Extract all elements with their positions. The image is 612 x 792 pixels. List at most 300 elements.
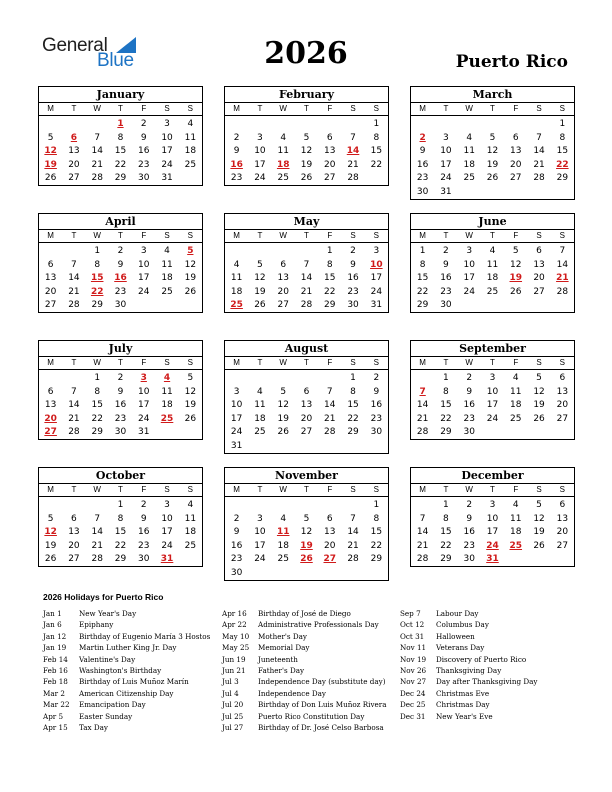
day-cell: 20 <box>556 400 569 411</box>
holiday-row <box>43 699 210 710</box>
day-cell: 4 <box>512 500 519 510</box>
holiday-row <box>400 654 537 665</box>
day-cell: 25 <box>254 427 266 438</box>
day-cell: 11 <box>510 386 522 397</box>
day-empty <box>411 372 434 386</box>
day-cell: 15 <box>556 146 569 157</box>
holidays-title: 2026 Holidays for Puerto Rico <box>43 592 164 602</box>
day-cell: 24 <box>230 427 243 438</box>
weekday-label: M <box>233 485 240 494</box>
day-grid <box>411 116 574 200</box>
day-cell: 2 <box>140 500 147 510</box>
weekday-label: S <box>350 485 356 494</box>
day-cell: 3 <box>489 500 496 510</box>
day-cell: 30 <box>230 567 243 578</box>
day-cell: 23 <box>463 413 475 424</box>
day-empty <box>318 118 341 132</box>
day-cell: 30 <box>370 427 383 438</box>
brand-name-blue: Blue <box>97 50 134 71</box>
day-cell: 13 <box>533 259 545 270</box>
weekday-header <box>225 484 388 497</box>
day-cell: 27 <box>533 286 545 297</box>
day-cell: 8 <box>443 386 449 397</box>
month-february <box>224 86 389 186</box>
day-cell: 20 <box>44 286 57 297</box>
holiday-name: Birthday of Luis Muñoz Marín <box>79 677 189 687</box>
weekday-header <box>225 357 388 370</box>
day-cell: 19 <box>533 400 545 411</box>
day-cell: 18 <box>161 400 173 411</box>
day-cell: 18 <box>277 540 289 551</box>
day-cell: 12 <box>533 386 545 397</box>
day-cell: 5 <box>47 513 54 524</box>
day-cell-holiday: 25 <box>509 540 523 551</box>
weekday-label: T <box>257 231 263 240</box>
holiday-row <box>222 619 386 630</box>
weekday-label: S <box>164 104 170 113</box>
day-empty <box>295 372 318 386</box>
day-cell: 16 <box>416 159 429 170</box>
day-empty <box>248 372 271 386</box>
holiday-name: Birthday of Eugenio María 3 Hostos <box>79 631 211 641</box>
day-cell: 30 <box>463 427 475 438</box>
day-cell: 20 <box>533 273 545 284</box>
holiday-name: Juneteenth <box>258 654 298 664</box>
day-cell: 23 <box>138 159 150 170</box>
day-grid <box>39 497 202 567</box>
weekday-label: F <box>513 104 519 113</box>
day-cell: 17 <box>254 540 266 551</box>
day-cell: 11 <box>463 146 475 157</box>
day-cell: 5 <box>536 500 542 510</box>
day-cell: 26 <box>533 413 545 424</box>
weekday-label: M <box>47 485 54 494</box>
day-cell: 22 <box>324 286 336 297</box>
day-cell: 2 <box>233 513 240 524</box>
holiday-date: Feb 16 <box>43 665 68 675</box>
holiday-name: Martin Luther King Jr. Day <box>79 643 177 653</box>
day-cell: 10 <box>138 259 150 270</box>
day-empty <box>272 245 295 259</box>
day-cell-holiday: 31 <box>160 554 174 565</box>
day-empty <box>318 372 341 386</box>
day-cell: 21 <box>347 540 359 551</box>
day-cell: 18 <box>510 527 522 538</box>
day-cell-holiday: 20 <box>44 413 57 424</box>
day-cell: 25 <box>486 286 499 297</box>
weekday-label: M <box>233 104 240 113</box>
day-cell-holiday: 10 <box>370 259 383 270</box>
day-cell: 15 <box>324 273 336 284</box>
weekday-label: S <box>536 104 542 113</box>
day-cell: 19 <box>533 527 545 538</box>
day-cell-holiday: 3 <box>140 373 147 383</box>
day-cell: 8 <box>559 132 566 143</box>
holiday-date: Sep 7 <box>400 609 421 618</box>
day-empty <box>411 499 434 513</box>
day-cell: 12 <box>254 273 266 284</box>
day-cell: 4 <box>512 373 519 383</box>
day-cell: 15 <box>347 400 359 411</box>
month-title: March <box>411 87 574 103</box>
month-title: February <box>225 87 388 103</box>
day-cell: 23 <box>114 286 127 297</box>
day-cell: 29 <box>91 427 103 438</box>
holiday-name: Mother's Day <box>258 631 307 641</box>
day-grid <box>411 243 574 313</box>
month-title: November <box>225 468 388 484</box>
holiday-row <box>400 642 537 653</box>
day-cell: 10 <box>161 132 173 143</box>
day-cell: 27 <box>556 413 569 424</box>
day-cell: 30 <box>416 186 429 197</box>
holiday-row <box>43 665 210 676</box>
day-cell-holiday: 6 <box>70 132 78 143</box>
day-cell: 17 <box>440 159 452 170</box>
day-cell: 10 <box>463 259 475 270</box>
day-cell-holiday: 22 <box>556 159 569 170</box>
day-cell: 28 <box>300 300 313 311</box>
weekday-label: T <box>71 104 77 113</box>
day-cell: 17 <box>486 527 499 538</box>
weekday-label: M <box>419 485 426 494</box>
day-cell: 21 <box>416 540 429 551</box>
weekday-label: W <box>279 104 287 113</box>
day-cell: 31 <box>138 427 150 438</box>
holiday-row <box>43 619 210 630</box>
day-cell: 6 <box>559 373 566 383</box>
day-empty <box>248 245 271 259</box>
holiday-name: Birthday of Don Luis Muñoz Rivera <box>258 700 387 710</box>
day-cell: 10 <box>254 527 266 538</box>
weekday-label: S <box>559 358 565 367</box>
day-empty <box>341 118 364 132</box>
day-cell: 5 <box>489 132 496 143</box>
holiday-row <box>400 665 537 676</box>
day-cell: 9 <box>233 146 240 157</box>
day-cell: 26 <box>184 286 197 297</box>
day-cell: 14 <box>91 527 103 538</box>
day-cell: 22 <box>440 540 452 551</box>
holiday-date: Feb 14 <box>43 654 68 664</box>
day-cell: 12 <box>300 527 313 538</box>
day-cell: 22 <box>347 413 359 424</box>
weekday-label: F <box>141 358 147 367</box>
day-cell: 8 <box>443 513 449 524</box>
day-cell: 30 <box>138 173 150 184</box>
weekday-label: T <box>304 104 309 113</box>
weekday-label: S <box>187 231 193 240</box>
day-cell: 23 <box>416 173 429 184</box>
day-cell: 14 <box>347 527 359 538</box>
day-cell: 1 <box>443 500 449 510</box>
day-cell-holiday: 27 <box>44 427 57 438</box>
day-cell: 5 <box>280 386 287 397</box>
holiday-name: Independence Day (substitute day) <box>258 677 386 687</box>
day-cell: 16 <box>114 400 127 411</box>
day-cell: 17 <box>486 400 499 411</box>
holiday-row <box>400 688 537 699</box>
day-cell: 20 <box>277 286 289 297</box>
day-cell: 27 <box>68 173 80 184</box>
day-cell: 1 <box>559 119 566 129</box>
weekday-label: T <box>71 485 77 494</box>
day-cell: 26 <box>300 173 313 184</box>
holiday-date: Dec 25 <box>400 700 426 710</box>
weekday-header <box>225 103 388 116</box>
holiday-name: Memorial Day <box>258 643 310 653</box>
day-empty <box>272 372 295 386</box>
month-title: September <box>411 341 574 357</box>
day-cell: 30 <box>138 554 150 565</box>
day-grid <box>225 497 388 581</box>
day-cell: 28 <box>347 554 359 565</box>
day-cell-holiday: 31 <box>486 554 499 565</box>
day-cell: 8 <box>94 259 101 270</box>
holiday-row <box>400 711 537 722</box>
day-cell: 6 <box>326 132 333 143</box>
weekday-label: T <box>443 104 449 113</box>
day-cell: 2 <box>350 246 356 256</box>
day-cell: 29 <box>114 173 127 184</box>
day-grid <box>39 370 202 440</box>
weekday-header <box>39 357 202 370</box>
day-cell: 13 <box>44 400 57 411</box>
day-cell: 4 <box>280 132 287 143</box>
day-cell: 13 <box>44 273 57 284</box>
day-cell: 30 <box>440 300 452 311</box>
day-cell: 20 <box>68 159 80 170</box>
weekday-label: T <box>118 231 123 240</box>
holiday-name: Labour Day <box>436 609 479 618</box>
holiday-name: Halloween <box>436 631 475 641</box>
holiday-row <box>222 722 386 733</box>
weekday-label: S <box>350 104 356 113</box>
day-cell-holiday: 1 <box>117 119 124 129</box>
day-cell: 12 <box>510 259 522 270</box>
day-cell-holiday: 26 <box>300 554 313 565</box>
day-cell-holiday: 25 <box>230 300 243 311</box>
day-empty <box>527 118 550 132</box>
day-cell: 15 <box>114 527 127 538</box>
day-cell: 23 <box>347 286 359 297</box>
day-cell: 7 <box>559 246 566 256</box>
weekday-label: W <box>465 358 473 367</box>
day-cell: 26 <box>44 554 57 565</box>
month-january <box>38 86 203 186</box>
day-cell: 18 <box>463 159 475 170</box>
weekday-label: S <box>187 104 193 113</box>
day-empty <box>225 499 248 513</box>
weekday-label: T <box>71 231 77 240</box>
day-cell: 18 <box>230 286 243 297</box>
day-empty <box>295 245 318 259</box>
weekday-label: T <box>443 231 449 240</box>
day-cell: 27 <box>556 540 569 551</box>
day-cell: 14 <box>300 273 313 284</box>
holiday-row <box>43 722 210 733</box>
weekday-header <box>411 103 574 116</box>
day-cell: 23 <box>370 413 383 424</box>
holiday-row <box>400 608 537 619</box>
day-grid <box>225 370 388 454</box>
holiday-date: Jul 27 <box>222 722 244 732</box>
day-cell: 8 <box>373 132 380 143</box>
holiday-date: Feb 18 <box>43 677 68 687</box>
weekday-label: S <box>350 358 356 367</box>
weekday-label: F <box>141 231 147 240</box>
weekday-header <box>411 230 574 243</box>
day-cell: 27 <box>324 173 336 184</box>
holiday-name: American Citizenship Day <box>79 688 174 698</box>
month-november <box>224 467 389 581</box>
day-cell: 26 <box>533 540 545 551</box>
weekday-label: W <box>93 231 101 240</box>
holiday-date: May 10 <box>222 631 250 641</box>
holiday-row <box>222 665 386 676</box>
day-cell: 30 <box>463 554 475 565</box>
day-cell: 16 <box>230 540 243 551</box>
holiday-name: Puerto Rico Constitution Day <box>258 711 365 721</box>
weekday-label: S <box>373 104 379 113</box>
month-title: June <box>411 214 574 230</box>
day-cell: 3 <box>466 246 473 256</box>
month-title: January <box>39 87 202 103</box>
day-empty <box>341 499 364 513</box>
day-empty <box>39 372 62 386</box>
weekday-label: M <box>419 231 426 240</box>
day-cell: 22 <box>370 159 383 170</box>
day-cell: 24 <box>440 173 452 184</box>
holiday-date: Nov 26 <box>400 665 427 675</box>
day-cell: 4 <box>280 513 287 524</box>
holiday-row <box>43 631 210 642</box>
weekday-label: T <box>118 104 123 113</box>
day-cell: 13 <box>324 527 336 538</box>
day-cell: 17 <box>161 527 173 538</box>
day-cell: 11 <box>161 386 173 397</box>
day-cell: 19 <box>184 400 197 411</box>
day-cell: 31 <box>230 440 243 451</box>
day-cell: 29 <box>556 173 569 184</box>
day-empty <box>504 118 527 132</box>
day-empty <box>248 118 271 132</box>
day-cell: 11 <box>184 132 197 143</box>
day-cell: 18 <box>184 527 197 538</box>
day-cell: 28 <box>347 173 359 184</box>
holiday-date: Oct 31 <box>400 631 425 641</box>
day-empty <box>62 372 85 386</box>
weekday-label: W <box>279 485 287 494</box>
day-cell: 18 <box>184 146 197 157</box>
month-title: August <box>225 341 388 357</box>
day-cell: 9 <box>443 259 449 270</box>
day-empty <box>62 118 85 132</box>
day-cell: 8 <box>117 132 124 143</box>
weekday-label: S <box>559 231 565 240</box>
day-cell: 21 <box>91 540 103 551</box>
holiday-date: Mar 22 <box>43 700 70 710</box>
holiday-row <box>222 688 386 699</box>
day-cell: 1 <box>443 373 449 383</box>
day-cell: 4 <box>489 246 496 256</box>
day-cell: 27 <box>510 173 522 184</box>
holiday-date: Jan 6 <box>43 620 62 630</box>
day-cell: 4 <box>233 259 240 270</box>
day-cell: 18 <box>161 273 173 284</box>
weekday-label: M <box>419 104 426 113</box>
weekday-label: W <box>465 485 473 494</box>
weekday-header <box>225 230 388 243</box>
day-cell: 3 <box>233 386 240 397</box>
day-cell: 25 <box>463 173 475 184</box>
weekday-label: W <box>465 231 473 240</box>
holiday-row <box>43 676 210 687</box>
day-cell: 8 <box>94 386 101 397</box>
day-cell-holiday: 21 <box>556 273 569 284</box>
day-cell: 23 <box>440 286 452 297</box>
day-empty <box>434 118 457 132</box>
day-cell: 11 <box>230 273 243 284</box>
day-cell: 17 <box>463 273 475 284</box>
day-empty <box>225 372 248 386</box>
day-cell: 12 <box>300 146 313 157</box>
day-cell: 11 <box>510 513 522 524</box>
day-cell: 14 <box>416 527 429 538</box>
weekday-label: F <box>141 485 147 494</box>
day-empty <box>248 499 271 513</box>
month-september <box>410 340 575 440</box>
day-cell-holiday: 5 <box>187 246 194 256</box>
month-august <box>224 340 389 454</box>
weekday-label: W <box>93 358 101 367</box>
region-name: Puerto Rico <box>455 52 568 72</box>
day-cell: 2 <box>466 500 473 510</box>
holiday-name: Discovery of Puerto Rico <box>436 654 527 664</box>
day-cell-holiday: 16 <box>230 159 243 170</box>
day-cell: 14 <box>324 400 336 411</box>
day-cell: 19 <box>254 286 266 297</box>
holiday-row <box>43 642 210 653</box>
holiday-name: Washington's Birthday <box>79 665 162 675</box>
day-cell: 21 <box>68 286 80 297</box>
day-empty <box>86 499 109 513</box>
day-cell: 6 <box>47 259 54 270</box>
day-empty <box>39 245 62 259</box>
day-cell: 20 <box>324 540 336 551</box>
weekday-header <box>411 484 574 497</box>
day-cell: 7 <box>350 132 356 143</box>
day-cell: 16 <box>347 273 359 284</box>
day-cell: 3 <box>443 132 449 143</box>
brand-name-general: General <box>42 35 108 56</box>
day-cell: 19 <box>300 159 313 170</box>
day-cell: 8 <box>326 259 333 270</box>
day-cell: 28 <box>91 173 103 184</box>
day-cell: 17 <box>138 273 150 284</box>
day-empty <box>62 499 85 513</box>
day-empty <box>295 118 318 132</box>
day-cell: 31 <box>440 186 452 197</box>
weekday-header <box>39 230 202 243</box>
day-cell: 16 <box>463 400 475 411</box>
day-cell-holiday: 2 <box>419 132 426 143</box>
day-cell: 20 <box>324 159 336 170</box>
month-july <box>38 340 203 440</box>
day-cell: 29 <box>440 427 452 438</box>
day-cell: 21 <box>324 413 336 424</box>
day-cell-holiday: 19 <box>509 273 523 284</box>
